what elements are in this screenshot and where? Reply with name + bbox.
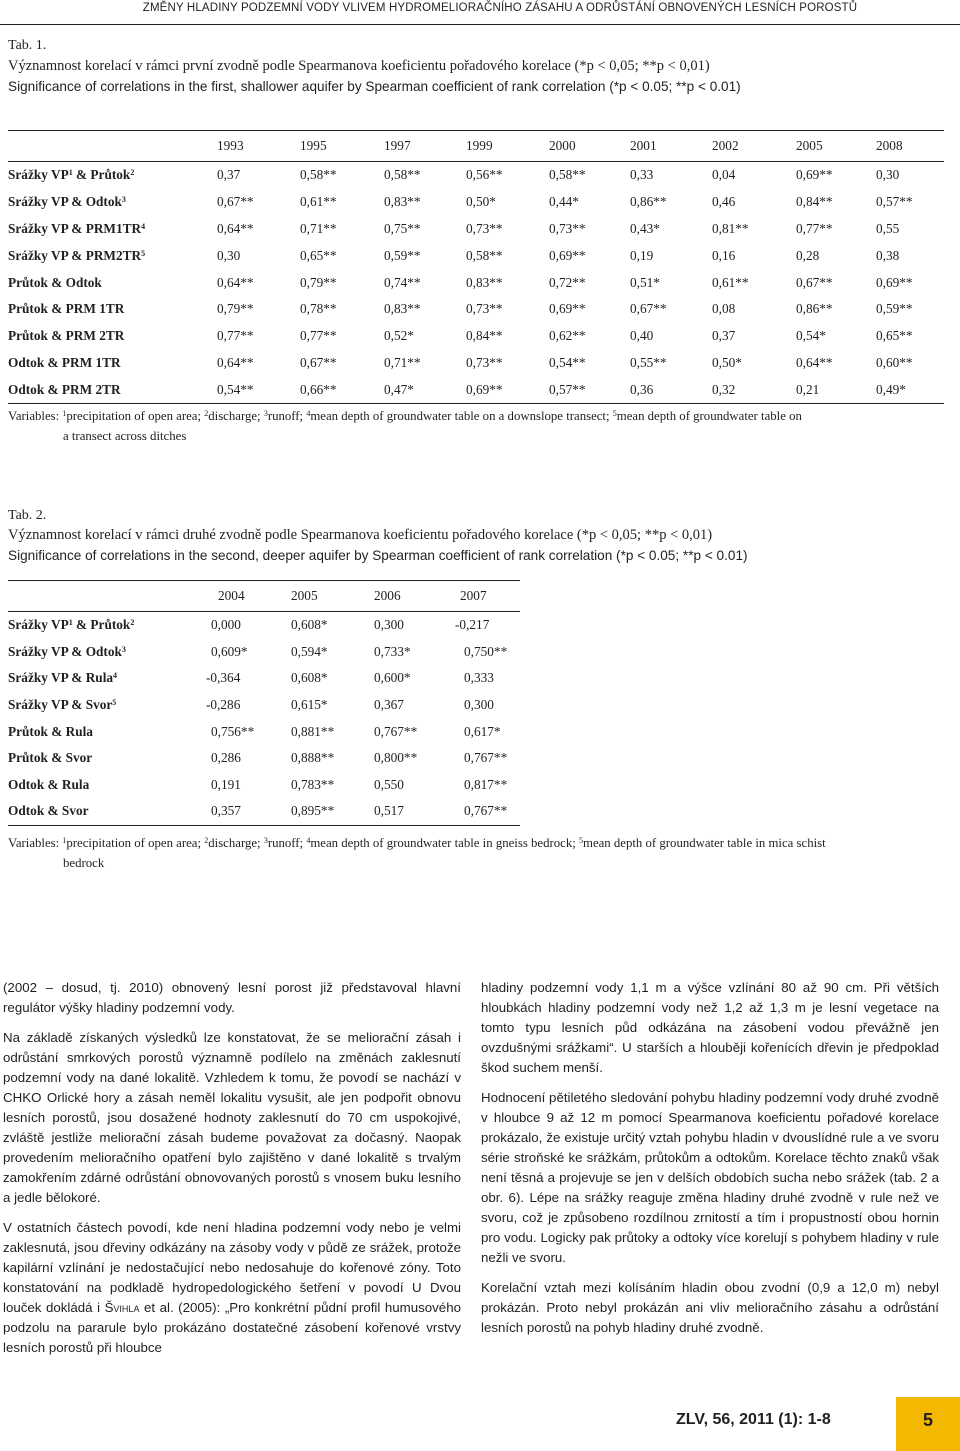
table-cell: 0,71** [300, 220, 337, 236]
table-row [8, 296, 944, 323]
table-cell: 0,594* [291, 643, 328, 659]
table-cell: 0,783** [291, 776, 335, 792]
table1-col-header: 1997 [384, 138, 411, 153]
table-cell: 0,44* [549, 194, 579, 210]
row-label: Průtok & Odtok [8, 274, 102, 290]
table-cell: 0,66** [300, 381, 337, 397]
table1-variables-note [8, 406, 943, 446]
journal-reference: ZLV, 56, 2011 (1): 1-8 [676, 1411, 831, 1428]
table-cell: 0,64** [796, 354, 833, 370]
table-row [8, 639, 520, 666]
running-header [0, 0, 960, 26]
table-cell: 0,817** [464, 776, 508, 792]
footnote-mark: 1 [62, 836, 67, 845]
table1-col-header: 1999 [466, 138, 493, 153]
table-cell: 0,615* [291, 697, 328, 713]
variables-text: precipitation of open area; [66, 836, 205, 850]
table-cell: 0,333 [464, 670, 494, 686]
table-row [8, 162, 944, 189]
table-cell: 0,86** [796, 301, 833, 317]
variables-text: mean depth of groundwater table in gneiss bedrock; [310, 836, 579, 850]
variables-text: mean depth of groundwater table on [616, 409, 802, 423]
table-cell: 0,191 [211, 776, 241, 792]
row-label: Srážky VP & $PRM1TR^4$ [8, 220, 146, 236]
table-cell: 0,609* [211, 643, 248, 659]
table1-label: Tab. 1. [8, 38, 47, 53]
row-label: Odtok & Svor [8, 803, 89, 819]
table1-corner [8, 131, 217, 162]
row-label: Srážky VP & Odtok$^3$ [8, 194, 126, 210]
table-cell: 0,517 [374, 803, 404, 819]
table-row [8, 323, 944, 350]
table2-variables-note [8, 833, 943, 873]
paragraph: hladiny podzemní vody 1,1 m a výšce vzlínání 80 až 90 cm. Při větších hloubkách hladiny podzemní vody než 1,2 až 1,3 m je lesní vegetace na tomto typu lesních půd odkázána na zásobení vodou převážně jen ovzdušnými srážkami“. U starších a hlouběji kořenících dřevin je předpoklad škod suchem menší. [481, 980, 939, 1075]
row-label: Průtok & PRM 2TR [8, 328, 125, 344]
table-cell: 0,75** [384, 220, 421, 236]
variables-text: runoff; [267, 409, 307, 423]
table1-col-header: 1993 [217, 138, 244, 153]
table-cell: 0,37 [712, 328, 736, 344]
table-cell: 0,550 [374, 776, 404, 792]
table-cell: 0,84** [796, 194, 833, 210]
table-row [8, 242, 944, 269]
table1-col-header: 2005 [796, 138, 823, 153]
table-cell: 0,69** [549, 247, 586, 263]
table-cell: 0,58** [384, 167, 421, 183]
table1-col-header: 1995 [300, 138, 327, 153]
table-cell: 0,73** [466, 301, 503, 317]
table-cell: 0,81** [712, 220, 749, 236]
footnote-mark: 1 [62, 409, 67, 418]
variables-prefix: Variables: [8, 409, 63, 423]
row-label: Srážky VP & Odtok$^3$ [8, 643, 126, 659]
table-cell: 0,895** [291, 803, 335, 819]
table-cell: 0,72** [549, 274, 586, 290]
table-cell: 0,69** [549, 301, 586, 317]
table-cell: 0,04 [712, 167, 736, 183]
table-row [8, 216, 944, 243]
variables-continuation: bedrock [63, 856, 105, 870]
table-cell: 0,64** [217, 354, 254, 370]
table-cell: 0,54** [217, 381, 254, 397]
table-cell: 0,750** [464, 643, 508, 659]
table-cell: 0,67** [630, 301, 667, 317]
table-cell: 0,69** [466, 381, 503, 397]
table-cell: 0,84** [466, 328, 503, 344]
table-cell: 0,888** [291, 750, 335, 766]
table-cell: 0,65** [300, 247, 337, 263]
variables-text: runoff; [267, 836, 307, 850]
table-cell: 0,000 [211, 617, 241, 633]
paragraph: Korelační vztah mezi kolísáním hladin obou zvodní (0,9 a 12,0 m) nebyl prokázán. Proto nebyl prokázán ani vliv melioračního zásahu a odrůstání lesních porostů na pohyb hladiny druhé zvodně. [481, 1280, 939, 1335]
table-cell: 0,608* [291, 670, 328, 686]
table-cell: 0,40 [630, 328, 654, 344]
table-cell: 0,367 [374, 697, 404, 713]
table-cell: 0,36 [630, 381, 654, 397]
paragraph [3, 1218, 461, 1358]
table-cell: 0,59** [384, 247, 421, 263]
table-cell: 0,49* [876, 381, 906, 397]
running-header-title: ZMĚNY HLADINY PODZEMNÍ VODY VLIVEM HYDROMELIORAČNÍHO ZÁSAHU A ODRŮSTÁNÍ OBNOVENÝCH LESNÍCH POROSTŮ [142, 2, 858, 14]
table-row [8, 798, 520, 825]
table-cell: 0,300 [464, 697, 494, 713]
table-cell: 0,65** [876, 328, 913, 344]
table-cell: 0,52* [384, 328, 414, 344]
table2-corner [8, 581, 206, 612]
variables-text: mean depth of groundwater table on a downslope transect; [310, 409, 613, 423]
table-cell: 0,19 [630, 247, 654, 263]
table1-col-header: 2002 [712, 138, 739, 153]
row-label: Odtok & PRM 2TR [8, 381, 121, 397]
table-cell: 0,733* [374, 643, 411, 659]
table-cell: 0,46 [712, 194, 736, 210]
table-cell: 0,300 [374, 617, 404, 633]
table-cell: 0,50* [466, 194, 496, 210]
table2-col-header: 2005 [291, 588, 318, 603]
table-cell: 0,69** [796, 167, 833, 183]
table-cell: 0,64** [217, 274, 254, 290]
table-cell: 0,77** [217, 328, 254, 344]
table2-header-row [8, 581, 520, 612]
table1-header-row [8, 131, 944, 162]
footnote-mark: 5 [578, 836, 583, 845]
table1-body [8, 162, 944, 404]
variables-text: precipitation of open area; [66, 409, 205, 423]
body-column-right [481, 978, 939, 1348]
table-cell: 0,83** [384, 301, 421, 317]
table-cell: -0,364 [206, 670, 241, 686]
table-cell: 0,600* [374, 670, 411, 686]
paragraph: Na základě získaných výsledků lze konstatovat, že se meliorační zásah i odrůstání smrkových porostů významně podílelo na změnách zaklesnutí podzemní vody na dané lokalitě. Vzhledem k tomu, že povodí se nachází v CHKO Orlické hory a zásah neměl lokalitu vysušit, ale jen podpořit obnovu lesních porostů, jsou dosažené hodnoty zaklesnutí do 70 cm uspokojivé, zvláště jestliže meliorační zásah budeme považovat za dočasný. Naopak provedením melioračního opatření bylo zajištěno v dané lokalitě s trvalým zamokřením zdárné odrůstání obnovovaných porostů s vnosem buku lesního a jedle bělokoré. [3, 1030, 461, 1205]
row-label: Srážky VP & Rula$^4$ [8, 670, 118, 686]
table-cell: 0,767** [374, 723, 418, 739]
table-row [8, 692, 520, 719]
variables-prefix: Variables: [8, 836, 63, 850]
table-cell: 0,73** [549, 220, 586, 236]
header-rule [0, 24, 960, 25]
table-cell: 0,58** [466, 247, 503, 263]
table-cell: 0,86** [630, 194, 667, 210]
row-label: Průtok & Svor [8, 750, 93, 766]
table2-body [8, 612, 520, 826]
table-row [8, 745, 520, 772]
table-cell: 0,43* [630, 220, 660, 236]
table-row [8, 772, 520, 799]
table1-caption-en: Significance of correlations in the first, shallower aquifer by Spearman coefficient of rank correlation (*p < 0.05; **p < 0.01) [8, 79, 741, 94]
page-number: 5 [922, 1410, 933, 1430]
table-cell: 0,55 [876, 220, 900, 236]
table-cell: 0,55** [630, 354, 667, 370]
table1-col-header: 2000 [549, 138, 576, 153]
table-cell: 0,30 [876, 167, 900, 183]
table-cell: 0,77** [796, 220, 833, 236]
table-cell: 0,61** [300, 194, 337, 210]
table-cell: 0,37 [217, 167, 241, 183]
variables-continuation: a transect across ditches [63, 429, 187, 443]
row-label: Srážky VP & Svor$^5$ [8, 697, 117, 713]
table-row [8, 718, 520, 745]
table2-col-header: 2006 [374, 588, 401, 603]
table-cell: 0,28 [796, 247, 820, 263]
footnote-mark: 2 [204, 836, 209, 845]
table-cell: 0,30 [217, 247, 241, 263]
table1-caption-cz: Významnost korelací v rámci první zvodně podle Spearmanova koeficientu pořadového korelace (*p < 0,05; **p < 0,01) [8, 58, 710, 74]
table-cell: 0,800** [374, 750, 418, 766]
table-cell: 0,16 [712, 247, 736, 263]
row-label: Průtok & PRM 1TR [8, 301, 125, 317]
table-cell: 0,47* [384, 381, 414, 397]
table-cell: 0,32 [712, 381, 736, 397]
table-cell: 0,38 [876, 247, 900, 263]
table-cell: 0,83** [384, 194, 421, 210]
table2-col-header: 2007 [460, 588, 487, 603]
table-cell: 0,62** [549, 328, 586, 344]
row-label: Odtok & Rula [8, 776, 90, 792]
table1-col-header: 2001 [630, 138, 657, 153]
row-label: Srážky $VP^1$ & Průtok$^2$ [8, 617, 135, 633]
table-cell: 0,73** [466, 220, 503, 236]
table-cell: 0,608* [291, 617, 328, 633]
table-row [8, 189, 944, 216]
table-cell: 0,67** [300, 354, 337, 370]
table2 [8, 580, 520, 826]
paragraph-text: V ostatních částech povodí, kde není hladina podzemní vody nebo je velmi zaklesnutá, jsou dřeviny odkázány na zásoby vody v půdě ze srážek, protože kapilární vzlínání je nedostačující nebo nedosahuje do kořenové zóny. Toto konstatování na podkladě hydropedologického šetření v povodí U Dvou louček dokládá i [3, 1220, 461, 1315]
table-cell: 0,54** [549, 354, 586, 370]
table-cell: 0,54* [796, 328, 826, 344]
variables-text: discharge; [208, 409, 264, 423]
table-row [8, 612, 520, 639]
table-cell: 0,767** [464, 750, 508, 766]
body-column-left [3, 978, 461, 1368]
table-cell: 0,58** [549, 167, 586, 183]
table-cell: 0,57** [876, 194, 913, 210]
table-cell: 0,74** [384, 274, 421, 290]
footnote-mark: 5 [612, 409, 617, 418]
table-row [8, 665, 520, 692]
table-cell: 0,78** [300, 301, 337, 317]
table-cell: 0,56** [466, 167, 503, 183]
table-cell: 0,64** [217, 220, 254, 236]
table-cell: -0,286 [206, 697, 241, 713]
table-cell: 0,357 [211, 803, 241, 819]
table-cell: 0,881** [291, 723, 335, 739]
table-row [8, 376, 944, 403]
row-label: Srážky VP & $PRM2TR^5$ [8, 247, 146, 263]
table1 [8, 130, 944, 404]
table1-col-header: 2008 [876, 138, 903, 153]
table-cell: 0,286 [211, 750, 241, 766]
table-cell: 0,617* [464, 723, 501, 739]
table-cell: 0,21 [796, 381, 820, 397]
variables-text: discharge; [208, 836, 264, 850]
table-cell: 0,83** [466, 274, 503, 290]
table-cell: 0,33 [630, 167, 654, 183]
row-label: Průtok & Rula [8, 723, 93, 739]
variables-text: mean depth of groundwater table in mica schist [582, 836, 826, 850]
table2-col-header: 2004 [218, 588, 245, 603]
author-name: Švihla [104, 1300, 140, 1315]
table-cell: 0,767** [464, 803, 508, 819]
paragraph-text: et al. (2005): „Pro konkrétní půdní profil humusového podzolu na pararule bylo prokázáno dostatečné zásobení kořenové vrstvy lesních porostů při hloubce [3, 1300, 461, 1355]
table-row [8, 350, 944, 377]
table-cell: 0,51* [630, 274, 660, 290]
table-cell: 0,57** [549, 381, 586, 397]
table-cell: 0,59** [876, 301, 913, 317]
table-cell: 0,77** [300, 328, 337, 344]
table-cell: 0,69** [876, 274, 913, 290]
row-label: Srážky $VP^1$ & Průtok$^2$ [8, 167, 135, 183]
footnote-mark: 2 [204, 409, 209, 418]
table-cell: 0,756** [211, 723, 255, 739]
footnote-mark: 4 [306, 409, 311, 418]
table-cell: 0,61** [712, 274, 749, 290]
row-label: Odtok & PRM 1TR [8, 354, 121, 370]
table-cell: 0,60** [876, 354, 913, 370]
table2-caption-en: Significance of correlations in the second, deeper aquifer by Spearman coefficient of rank correlation (*p < 0.05; **p < 0.01) [8, 548, 748, 563]
table-cell: 0,08 [712, 301, 736, 317]
footnote-mark: 3 [263, 409, 268, 418]
table-cell: 0,50* [712, 354, 742, 370]
paragraph: Hodnocení pětiletého sledování pohybu hladiny podzemní vody druhé zvodně v hloubce 9 až 12 m pomocí Spearmanova koeficientu pořadové korelace prokázalo, že existuje určitý vztah pohybu hladin v dvouslídné rule a ve svoru série stroňské ke srážkám, průtokům a odtokům. Korelace těchto znaků však není těsná a projevuje se jen v delších obdobích sucha nebo srážek (tab. 2 a obr. 6). Lépe na srážky reaguje změna hladiny druhé zvodně v rule než ve svoru, což je způsobeno rozdílnou zrnitostí a tím i propustností obou hornin pro vodu. Logicky pak průtoky a odtoky více korelují s pohybem hladiny v rule nežli ve svoru. [481, 1090, 939, 1265]
table-cell: 0,71** [384, 354, 421, 370]
table-cell: -0,217 [455, 617, 490, 633]
table-cell: 0,73** [466, 354, 503, 370]
table-cell: 0,58** [300, 167, 337, 183]
table2-label: Tab. 2. [8, 508, 47, 523]
paragraph: (2002 – dosud, tj. 2010) obnovený lesní porost již představoval hlavní regulátor výšky hladiny podzemní vody. [3, 980, 461, 1015]
table-cell: 0,79** [300, 274, 337, 290]
footnote-mark: 4 [306, 836, 311, 845]
table2-caption-cz: Významnost korelací v rámci druhé zvodně podle Spearmanova koeficientu pořadového korelace (*p < 0,05; **p < 0,01) [8, 527, 713, 543]
table-row [8, 269, 944, 296]
table-cell: 0,67** [217, 194, 254, 210]
table-cell: 0,79** [217, 301, 254, 317]
footnote-mark: 3 [263, 836, 268, 845]
table-cell: 0,67** [796, 274, 833, 290]
